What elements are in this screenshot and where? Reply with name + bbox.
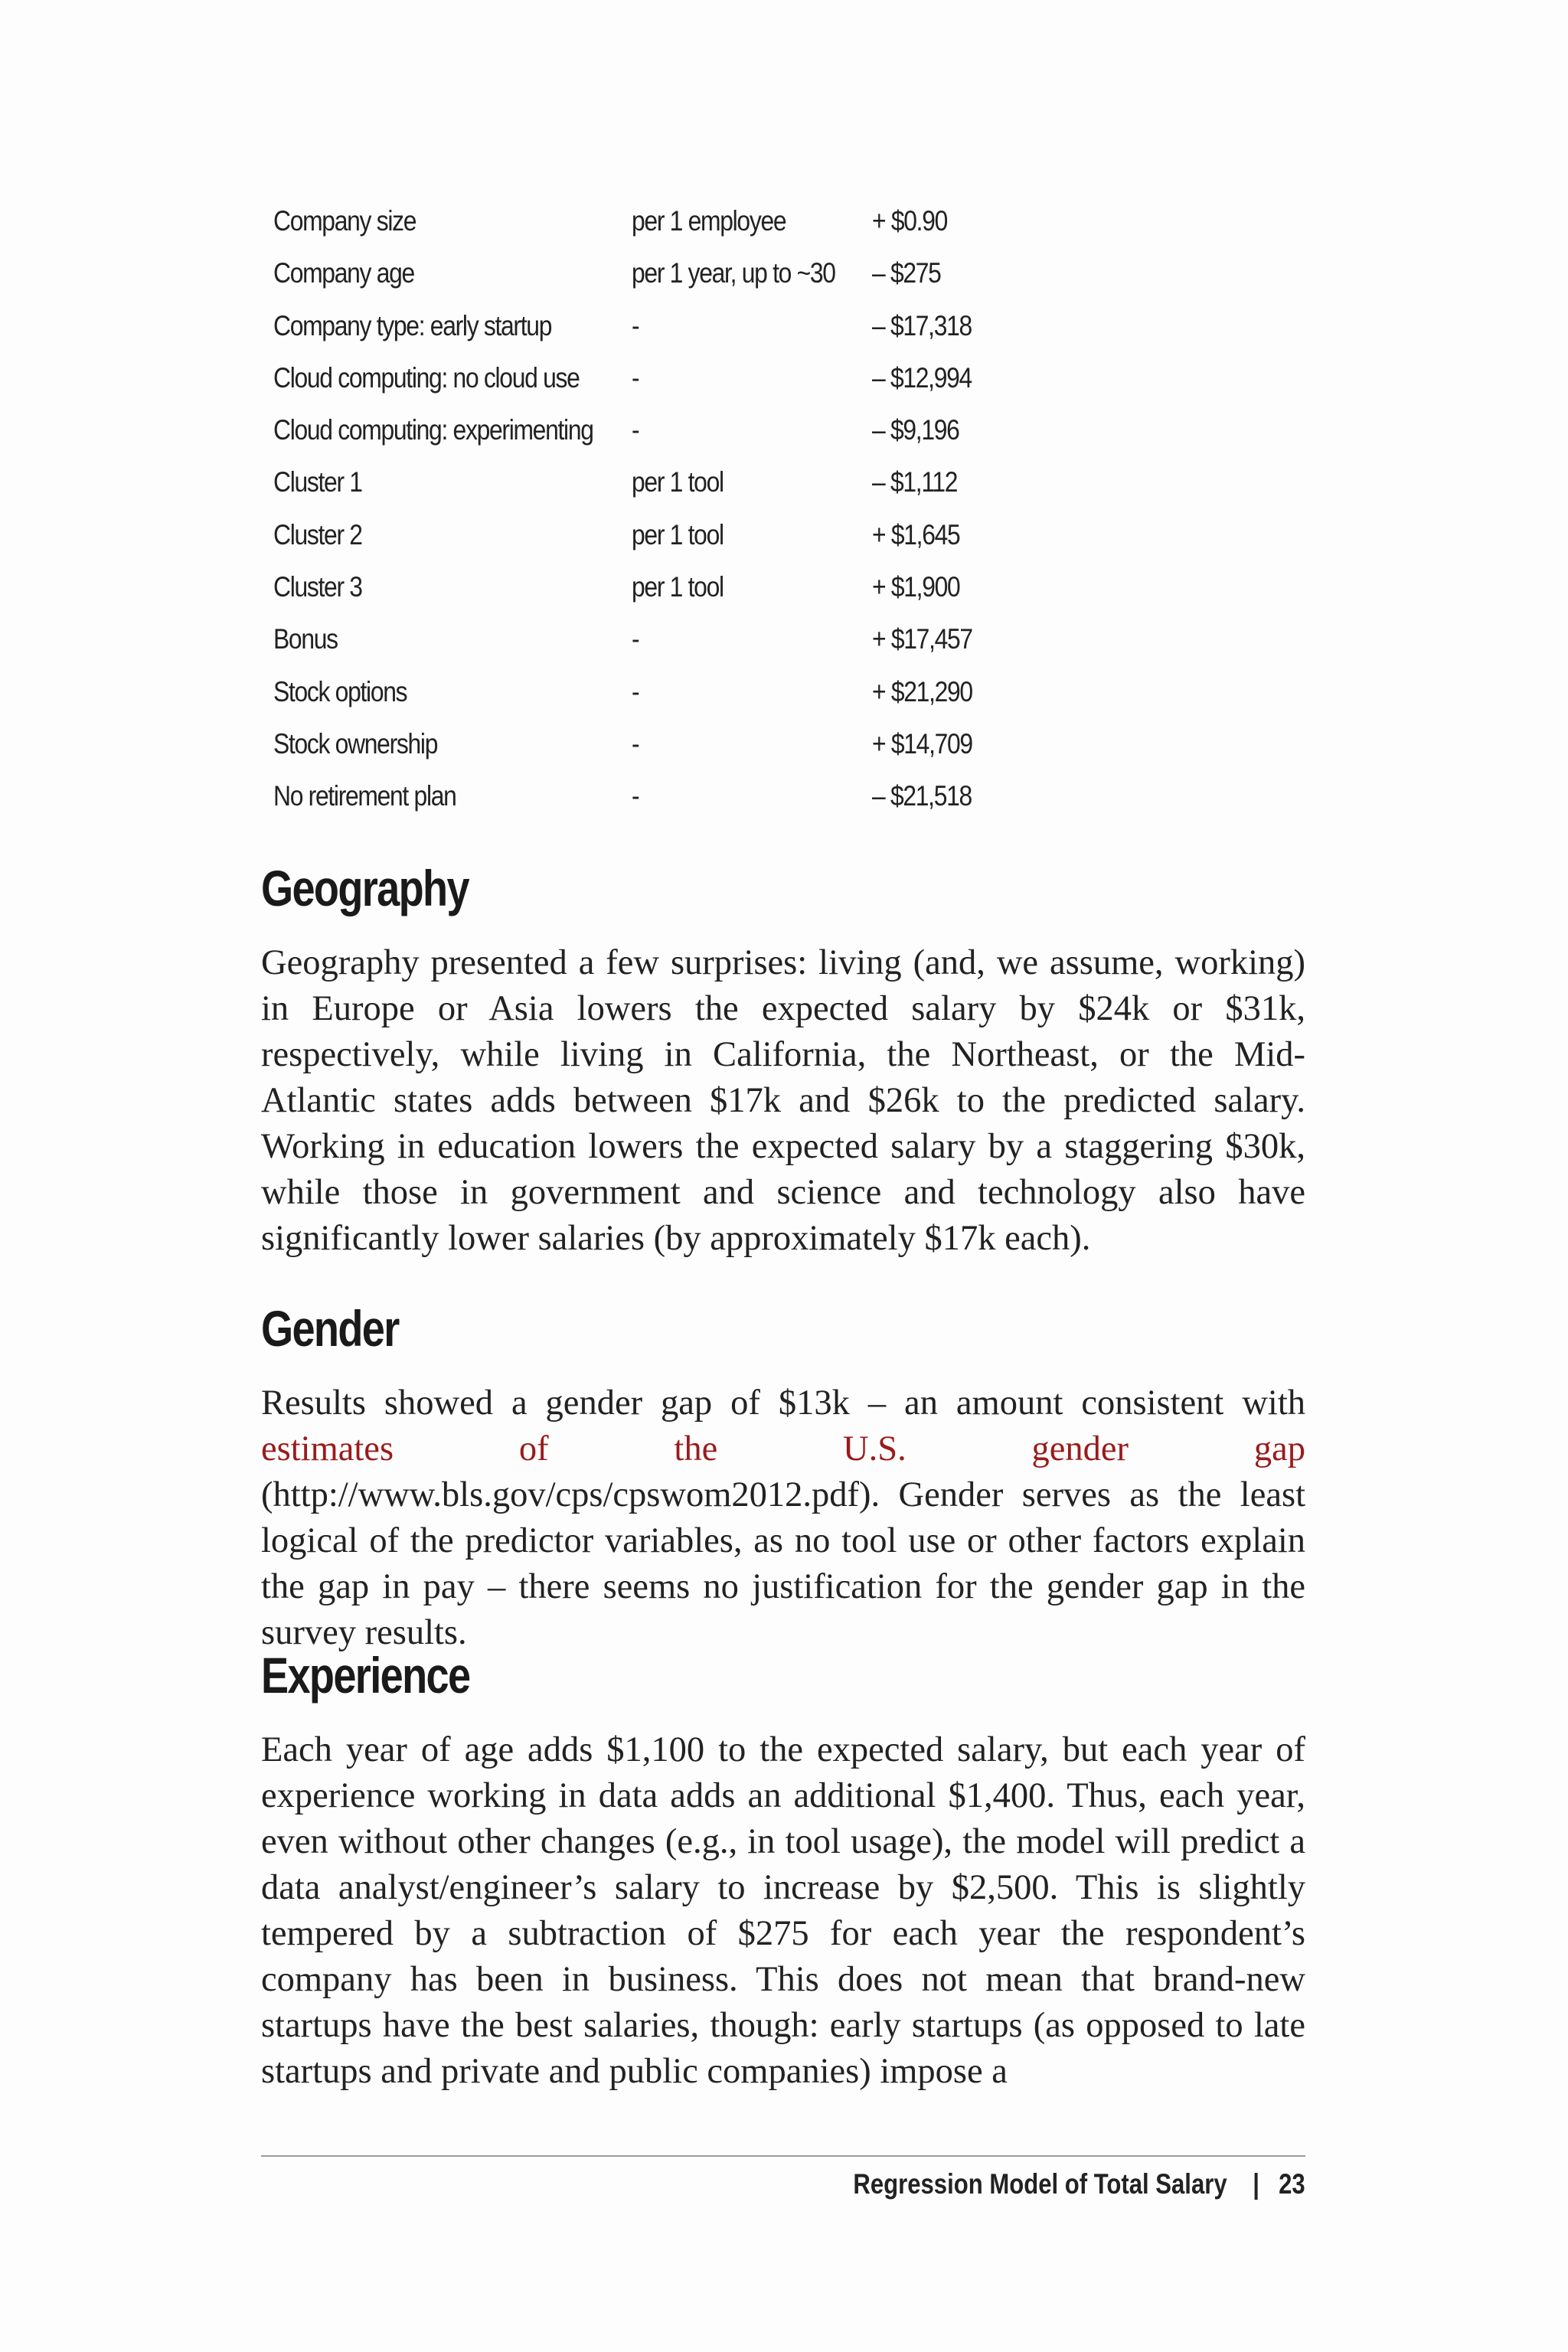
row-unit: - [632, 675, 639, 707]
footer-divider [261, 2155, 1305, 2157]
gender-text-after: (http://www.bls.gov/cps/cpswom2012.pdf). Gender serves as the least logical of the predictor variables, as no tool use or other factors explain the gap in pay – there seems no justification for the gender gap in the survey results. [261, 1475, 1305, 1652]
row-value: + $14,709 [872, 727, 972, 760]
row-value: + $21,290 [872, 675, 972, 707]
row-value: – $17,318 [872, 309, 972, 341]
row-unit: - [632, 309, 639, 341]
row-value: – $21,518 [872, 780, 972, 812]
row-name: Bonus [273, 623, 338, 655]
gender-paragraph [261, 1380, 1305, 1656]
row-value: – $9,196 [872, 414, 959, 446]
row-unit: per 1 tool [632, 571, 724, 603]
geography-heading: Geography [261, 860, 469, 916]
gender-gap-link[interactable]: estimates of the U.S. gender gap [261, 1429, 1305, 1468]
row-unit: - [632, 361, 639, 394]
row-name: Cluster 2 [273, 518, 362, 550]
row-name: Cluster 1 [273, 466, 362, 498]
row-value: – $12,994 [872, 361, 972, 394]
row-value: + $1,645 [872, 518, 960, 550]
row-value: + $0.90 [872, 205, 948, 237]
footer-separator: | [1253, 2168, 1260, 2200]
row-name: No retirement plan [273, 780, 456, 812]
row-value: – $1,112 [872, 466, 958, 498]
row-unit: per 1 employee [632, 205, 786, 237]
row-unit: - [632, 727, 639, 760]
experience-paragraph: Each year of age adds $1,100 to the expected salary, but each year of experience working in data adds an additional $1,400. Thus, each year, even without other changes (e.g., in tool usage), the model will predict a data analyst/engineer’s salary to increase by $2,500. This is slightly tempered by a subtraction of $275 for each year the respondent’s company has been in business. This does not mean that brand-new startups have the best salaries, though: early startups (as opposed to late startups and private and public companies) impose a [261, 1730, 1305, 2091]
row-name: Stock options [273, 675, 407, 707]
row-unit: per 1 year, up to ~30 [632, 257, 835, 289]
geography-paragraph: Geography presented a few surprises: living (and, we assume, working) in Europe or Asia lowers the expected salary by $24k or $31k, respectively, while living in California, the Northeast, or the Mid-Atlantic states adds between $17k and $26k to the predicted salary. Working in education lowers the expected salary by a staggering $30k, while those in government and science and technology also have significantly lower salaries (by approximately $17k each). [261, 943, 1305, 1258]
row-unit: per 1 tool [632, 466, 724, 498]
row-value: + $1,900 [872, 571, 960, 603]
gender-heading: Gender [261, 1300, 399, 1357]
footer-chapter-title: Regression Model of Total Salary [853, 2168, 1227, 2200]
row-name: Stock ownership [273, 727, 438, 760]
row-unit: - [632, 623, 639, 655]
row-unit: - [632, 780, 639, 812]
row-name: Cloud computing: experimenting [273, 414, 593, 446]
row-unit: - [632, 414, 639, 446]
row-value: + $17,457 [872, 623, 972, 655]
row-name: Cluster 3 [273, 571, 362, 603]
experience-heading: Experience [261, 1647, 470, 1704]
row-name: Company type: early startup [273, 309, 552, 341]
row-value: – $275 [872, 257, 941, 289]
row-unit: per 1 tool [632, 518, 724, 550]
running-footer [854, 2168, 1305, 2200]
row-name: Company size [273, 205, 416, 237]
row-name: Company age [273, 257, 414, 289]
gender-text-before: Results showed a gender gap of $13k – an amount consistent with [261, 1383, 1305, 1423]
page-number: 23 [1279, 2168, 1305, 2200]
row-name: Cloud computing: no cloud use [273, 361, 580, 394]
